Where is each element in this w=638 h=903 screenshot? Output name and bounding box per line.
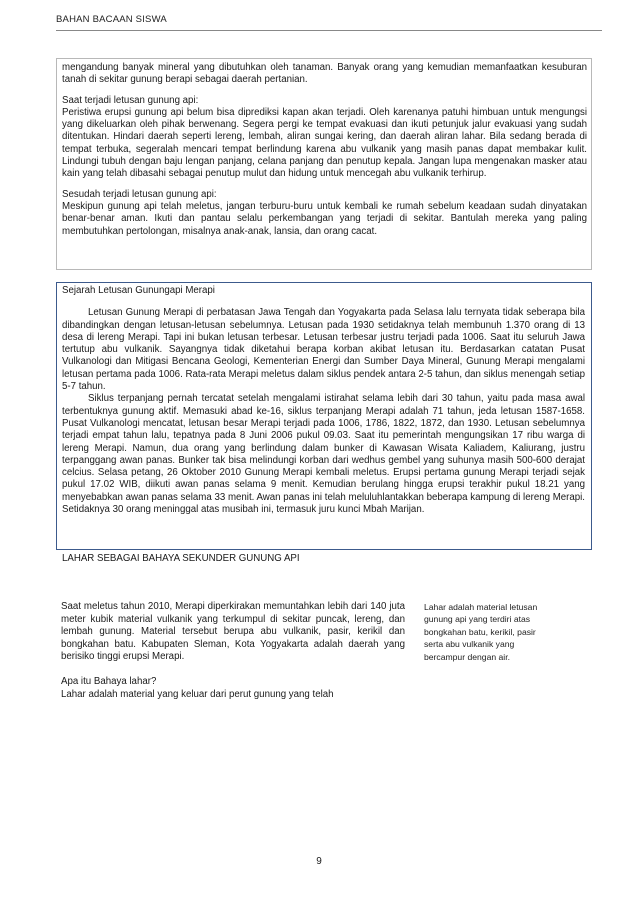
lahar-question-paragraph xyxy=(61,676,405,701)
page-number: 9 xyxy=(316,856,322,867)
top-text-box xyxy=(56,58,592,270)
history-title: Sejarah Letusan Gunungapi Merapi xyxy=(62,285,215,296)
lahar-question-text: Lahar adalah material yang keluar dari perut gunung yang telah xyxy=(61,688,334,700)
subheading-during-eruption: Saat terjadi letusan gunung api: xyxy=(62,94,199,106)
history-paragraph-1: Letusan Gunung Merapi di perbatasan Jawa Tengah dan Yogyakarta pada Selasa lalu ternyata tidak seberapa bila dibandingkan dengan letusan-letusan sebelumnya. Letusan pada 1930 setidaknya telah membunuh 1.370 orang di 13 desa di lereng Merapi. Tapi ini bukan letusan terbesar. Letusan terbesar justru terjadi pada 1006. Saat itu seluruh Jawa tertutup abu vulkanik. Sayangnya tidak diketahui berapa korban akibat letusan itu. Berdasarkan catatan Pusat Vulkanologi dan Mitigasi Bencana Geologi, Kementerian Energi dan Sumber Daya Mineral, Gunung Merapi mengalami letusan pertama pada 1006. Rata-rata Merapi meletus dalam siklus pendek antara 2-5 tahun, dan siklus menengah setiap 5-7 tahun. xyxy=(62,307,585,393)
paragraph-during-eruption xyxy=(62,95,587,181)
lahar-main-column xyxy=(61,601,405,713)
header-rule xyxy=(56,30,602,31)
running-header: BAHAN BACAAN SISWA xyxy=(56,14,167,25)
lahar-question-heading: Apa itu Bahaya lahar? xyxy=(61,675,157,687)
history-box xyxy=(56,282,592,550)
paragraph-fertility: mengandung banyak mineral yang dibutuhkan oleh tanaman. Banyak orang yang kemudian memanfaatkan kesuburan tanah di sekitar gunung berapi sebagai daerah pertanian. xyxy=(62,62,587,86)
lahar-definition-sidebar: Lahar adalah material letusan gunung api yang terdiri atas bongkahan batu, kerikil, pasir serta abu vulkanik yang bercampur dengan air. xyxy=(424,602,538,662)
subheading-after-eruption: Sesudah terjadi letusan gunung api: xyxy=(62,188,217,200)
text-during-eruption: Peristiwa erupsi gunung api belum bisa diprediksi kapan akan terjadi. Oleh karenanya patuhi himbuan untuk mengungsi yang dikeluarkan oleh pihak berwenang. Segera pergi ke tempat evakuasi dan ikuti petunjuk jalur evakuasi yang sudah ditentukan. Hindari daerah seperti lereng, lembah, aliran sungai kering, dan daerah aliran lahar. Bila sedang berada di tempat terbuka, segeralah mencari tempat berlindung karena abu vulkanik yang masih panas dapat membakar kulit. Lindungi tubuh dengan baju lengan panjang, celana panjang dan penutup kepala. Jangan lupa mengenakan masker atau kain yang telah dibasahi sebagai penutup mulut dan hidung untuk mencegah abu vulkanik terhirup. xyxy=(62,106,587,180)
text-after-eruption: Meskipun gunung api telah meletus, jangan terburu-buru untuk kembali ke rumah sebelum keadaan sudah dinyatakan benar-benar aman. Ikuti dan pantau selalu perkembangan yang terjadi di sekitar. Bantulah mereka yang paling membutuhkan pertolongan, misalnya anak-anak, lansia, dan orang cacat. xyxy=(62,200,587,237)
history-paragraph-2: Siklus terpanjang pernah tercatat setelah mengalami istirahat selama lebih dari 30 tahun, yaitu pada masa awal terbentuknya gunung aktif. Memasuki abad ke-16, siklus terpanjang Merapi adalah 71 tahun, jeda letusan 1587-1658. Pusat Vulkanologi mencatat, letusan besar Merapi terjadi pada 1006, 1786, 1822, 1872, dan 1930. Letusan sebelumnya terjadi empat tahun lalu, tepatnya pada 8 Juni 2006 pukul 09.03. Saat itu pemerintah mengungsikan 17 ribu warga di lereng Merapi. Namun, dua orang yang berlindung dalam bunker di Kawasan Wisata Kaliadem, Kaliurang, justru terpanggang awan panas. Bunker tak bisa melindungi korban dari wedhus gembel yang suhunya masih 500-600 derajat celcius. Selasa petang, 26 Oktober 2010 Gunung Merapi kembali meletus. Erupsi pertama gunung Merapi terjadi sejak pukul 17.02 WIB, diikuti awan panas selama 9 menit. Kemudian berulang hingga erupsi terakhir pukul 18.21 yang menyebabkan awan panas selama 33 menit. Awan panas ini telah meluluhlantakkan beberapa kampung di lereng Merapi. Setidaknya 30 orang meninggal atas musibah ini, termasuk juru kunci Mbah Marijan. xyxy=(62,393,585,516)
lahar-section-heading: LAHAR SEBAGAI BAHAYA SEKUNDER GUNUNG API xyxy=(62,553,300,564)
paragraph-after-eruption xyxy=(62,189,587,238)
lahar-paragraph-1: Saat meletus tahun 2010, Merapi diperkirakan memuntahkan lebih dari 140 juta meter kubik material vulkanik yang terkumpul di sekitar puncak, lereng, dan lembah gunung. Material tersebut berupa abu vulkanik, pasir, kerikil dan bongkahan batu. Kabupaten Sleman, Kota Yogyakarta adalah daerah yang berisiko tinggi erupsi Merapi. xyxy=(61,601,405,663)
